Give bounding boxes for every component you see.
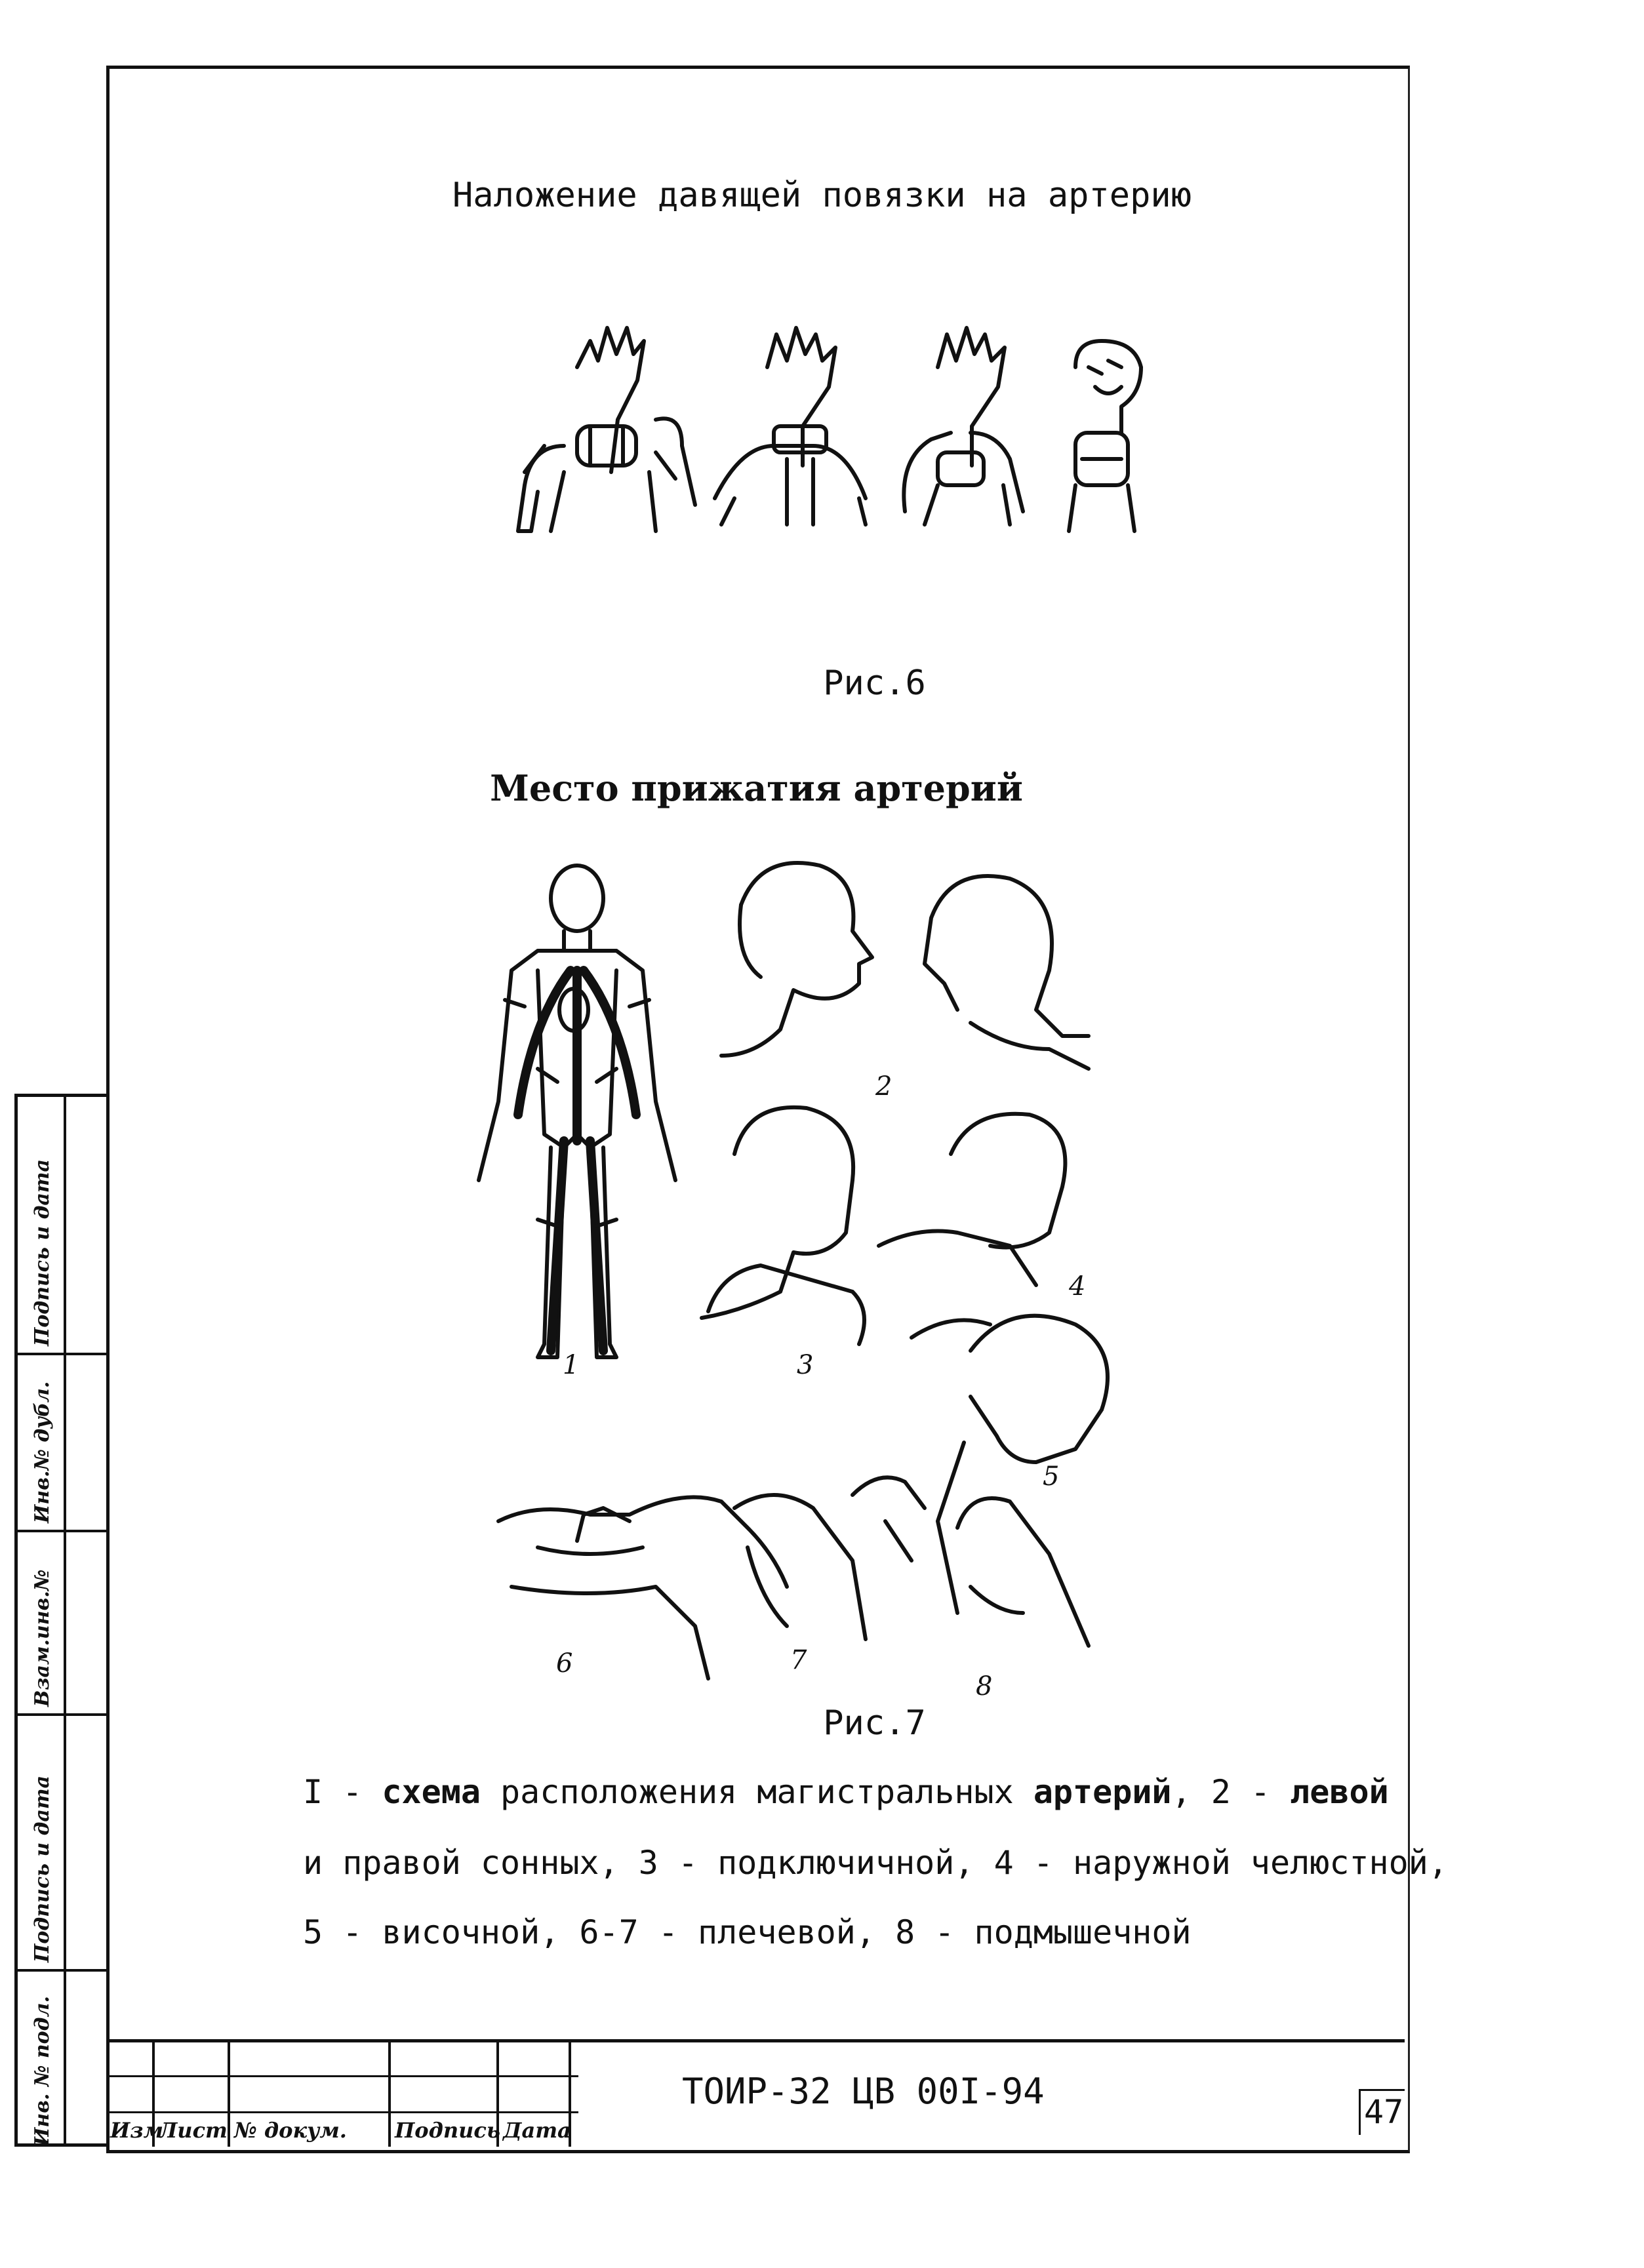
title-block-header-sign: Подпись (395, 2118, 500, 2143)
figure-6-caption: Рис.6 (823, 664, 926, 703)
legend-line-1: I - схема расположения магистральных артерий, 2 - левой (303, 1773, 1389, 1811)
strip-label-podpis-data-1: Подпись и дата (31, 1775, 54, 1962)
side-stamp-strip (14, 1094, 106, 2147)
figure-7-label-2: 2 (875, 1071, 892, 1102)
subclavian-jaw-pressure-heads (702, 1107, 1065, 1344)
strip-label-inv-podl: Инв. № подл. (31, 1996, 54, 2146)
figure-7-label-7: 7 (790, 1645, 807, 1675)
figure-7-label-6: 6 (556, 1648, 573, 1679)
legend-line-2: и правой сонных, 3 - подключичной, 4 - наружной челюстной, (303, 1844, 1448, 1882)
figure-7-label-4: 4 (1069, 1271, 1086, 1302)
strip-label-inv-dubl: Инв.№ дубл. (31, 1381, 54, 1523)
artery-schema-body (479, 865, 675, 1357)
title-block-header-list: Лист (159, 2118, 228, 2143)
legend-line-3: 5 - височной, 6-7 - плечевой, 8 - подмышечной (303, 1913, 1192, 1951)
figure-7-label-8: 8 (976, 1671, 993, 1701)
figure-7-caption: Рис.7 (823, 1703, 926, 1743)
temporal-pressure-head (912, 1316, 1108, 1613)
page-title: Наложение давящей повязки на артерию (452, 176, 1192, 215)
document-number: ТОИР-32 ЦВ 00I-94 (682, 2071, 1045, 2112)
figure-7-label-1: 1 (563, 1350, 580, 1380)
strip-label-podpis-data-2: Подпись и дата (31, 1159, 54, 1346)
title-block-header-doc: № докум. (234, 2118, 347, 2143)
title-block-header-date: Дата (503, 2118, 571, 2143)
title-block-header-izm: Изм (110, 2118, 164, 2143)
strip-label-vzam-inv: Взам.инв.№ (31, 1569, 54, 1707)
section-title: Место прижатия артерий (490, 767, 1023, 809)
sheet-number: 47 (1364, 2093, 1404, 2131)
carotid-pressure-heads (721, 863, 1089, 1069)
figure-7-label-3: 3 (797, 1350, 814, 1380)
figure-7-label-5: 5 (1043, 1462, 1060, 1492)
